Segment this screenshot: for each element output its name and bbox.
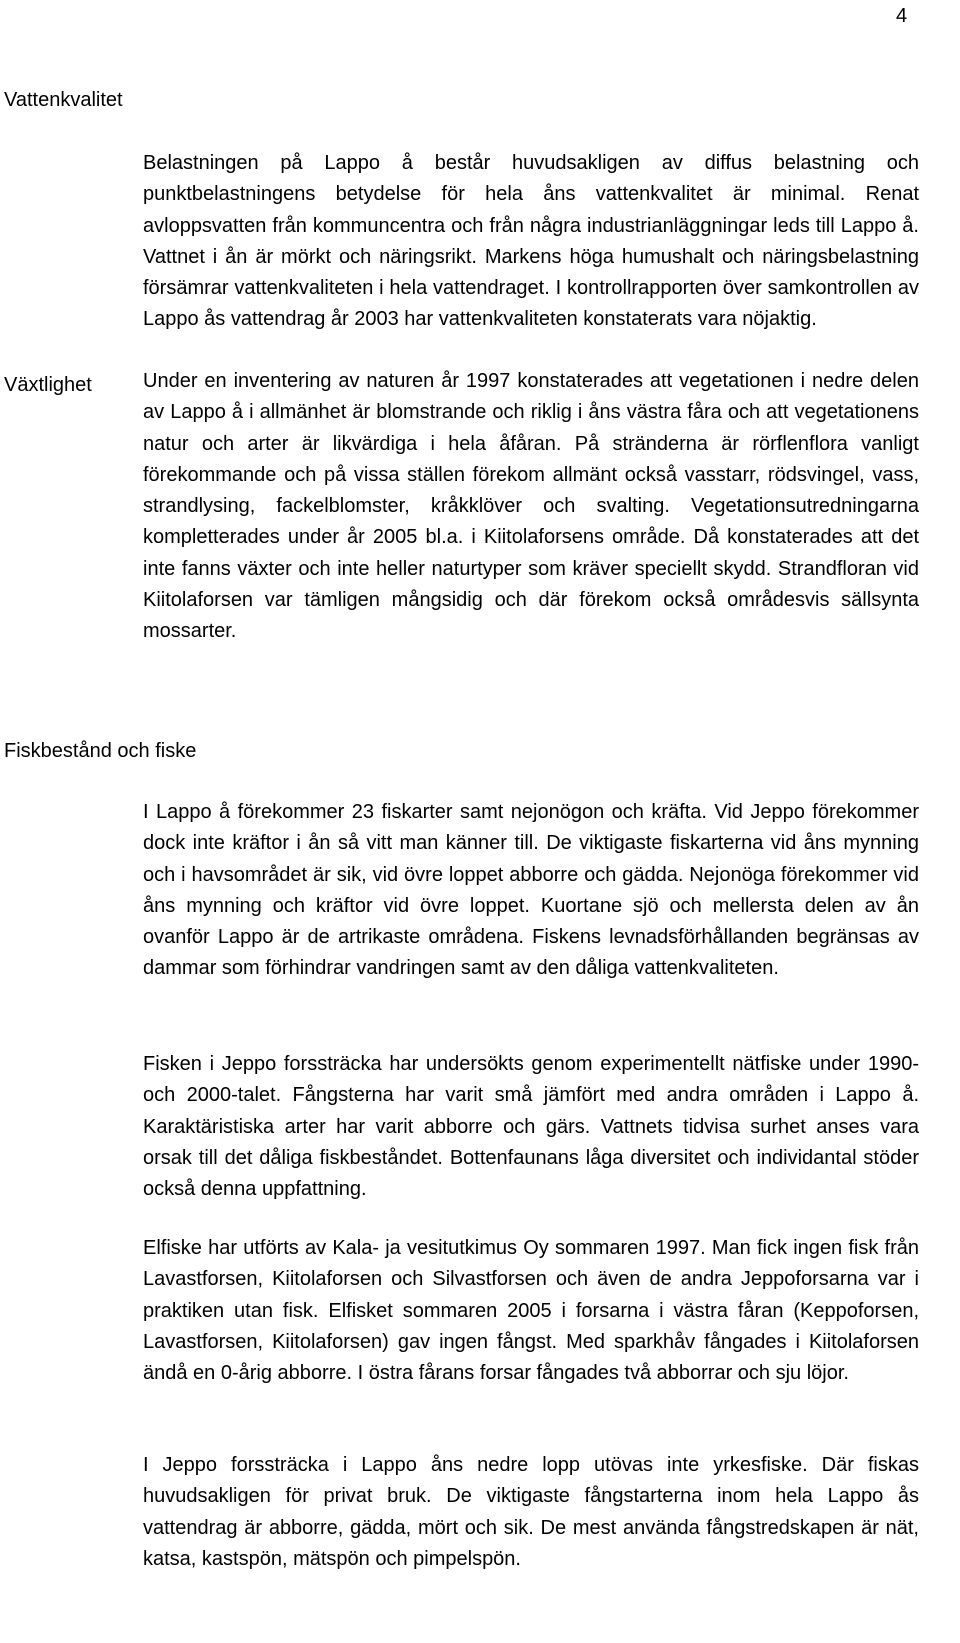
paragraph-fiskarter: I Lappo å förekommer 23 fiskarter samt nejonögon och kräfta. Vid Jeppo förekommer dock inte kräftor i ån så vitt man känner till. De viktigaste fiskarterna vid åns mynning och i havsområdet är sik, vid övre loppet abborre och gädda. Nejonöga förekommer vid åns mynning och kräftor vid övre loppet. Kuortane sjö och mellersta delen av ån ovanför Lappo är de artrikaste områdena. Fiskens levnadsförhållanden begränsas av dammar som förhindrar vandringen samt av den dåliga vattenkvaliteten.: [143, 801, 919, 980]
paragraph-elfiske: Elfiske har utförts av Kala- ja vesitutkimus Oy sommaren 1997. Man fick ingen fisk från Lavastforsen, Kiitolaforsen och Silvastforsen och även de andra Jeppoforsarna var i praktiken utan fisk. Elfisket sommaren 2005 i forsarna i västra fåran (Keppoforsen, Lavastforsen, Kiitolaforsen) gav ingen fångst. Med sparkhåv fångades i Kiitolaforsen ändå en 0-årig abborre. I östra fårans forsar fångades två abborrar och sju löjor.: [143, 1237, 919, 1385]
section-heading-vaxtlighet: Växtlighet: [4, 374, 92, 396]
section-heading-vattenkvalitet: Vattenkvalitet: [4, 89, 123, 111]
paragraph-vattenkvalitet: Belastningen på Lappo å består huvudsakligen av diffus belastning och punktbelastningens betydelse för hela åns vattenkvalitet är minimal. Renat avloppsvatten från kommuncentra och från några industrianläggningar leds till Lappo å. Vattnet i ån är mörkt och näringsrikt. Markens höga humushalt och näringsbelastning försämrar vattenkvaliteten i hela vattendraget. I kontrollrapporten över samkontrollen av Lappo ås vattendrag år 2003 har vattenkvaliteten konstaterats vara nöjaktig.: [143, 152, 919, 331]
paragraph-natfiske: Fisken i Jeppo forssträcka har undersökts genom experimentellt nätfiske under 1990- och 2000-talet. Fångsterna har varit små jämfört med andra områden i Lappo å. Karaktäristiska arter har varit abborre och gärs. Vattnets tidvisa surhet anses vara orsak till det dåliga fiskbeståndet. Bottenfaunans låga diversitet och individantal stöder också denna uppfattning.: [143, 1053, 919, 1201]
section-heading-fiskbestand-och-fiske: Fiskbestånd och fiske: [4, 740, 197, 762]
paragraph-vaxtlighet: Under en inventering av naturen år 1997 konstaterades att vegetationen i nedre delen av Lappo å i allmänhet är blomstrande och riklig i åns västra fåra och att vegetationens natur och arter är likvärdiga i hela åfåran. På stränderna är rörflenflora vanligt förekommande och på vissa ställen förekom allmänt också vasstarr, rödsvingel, vass, strandlysing, fackelblomster, kråkklöver och svalting. Vegetationsutredningarna kompletterades under år 2005 bl.a. i Kiitolaforsens område. Då konstaterades att det inte fanns växter och inte heller naturtyper som kräver speciellt skydd. Strandfloran vid Kiitolaforsen var tämligen mångsidig och där förekom också områdesvis sällsynta mossarter.: [143, 370, 919, 643]
paragraph-yrkesfiske: I Jeppo forssträcka i Lappo åns nedre lopp utövas inte yrkesfiske. Där fiskas huvudsakligen för privat bruk. De viktigaste fångstarterna inom hela Lappo ås vattendrag är abborre, gädda, mört och sik. De mest använda fångstredskapen är nät, katsa, kastspön, mätspön och pimpelspön.: [143, 1454, 919, 1570]
page-number: 4: [896, 5, 908, 27]
